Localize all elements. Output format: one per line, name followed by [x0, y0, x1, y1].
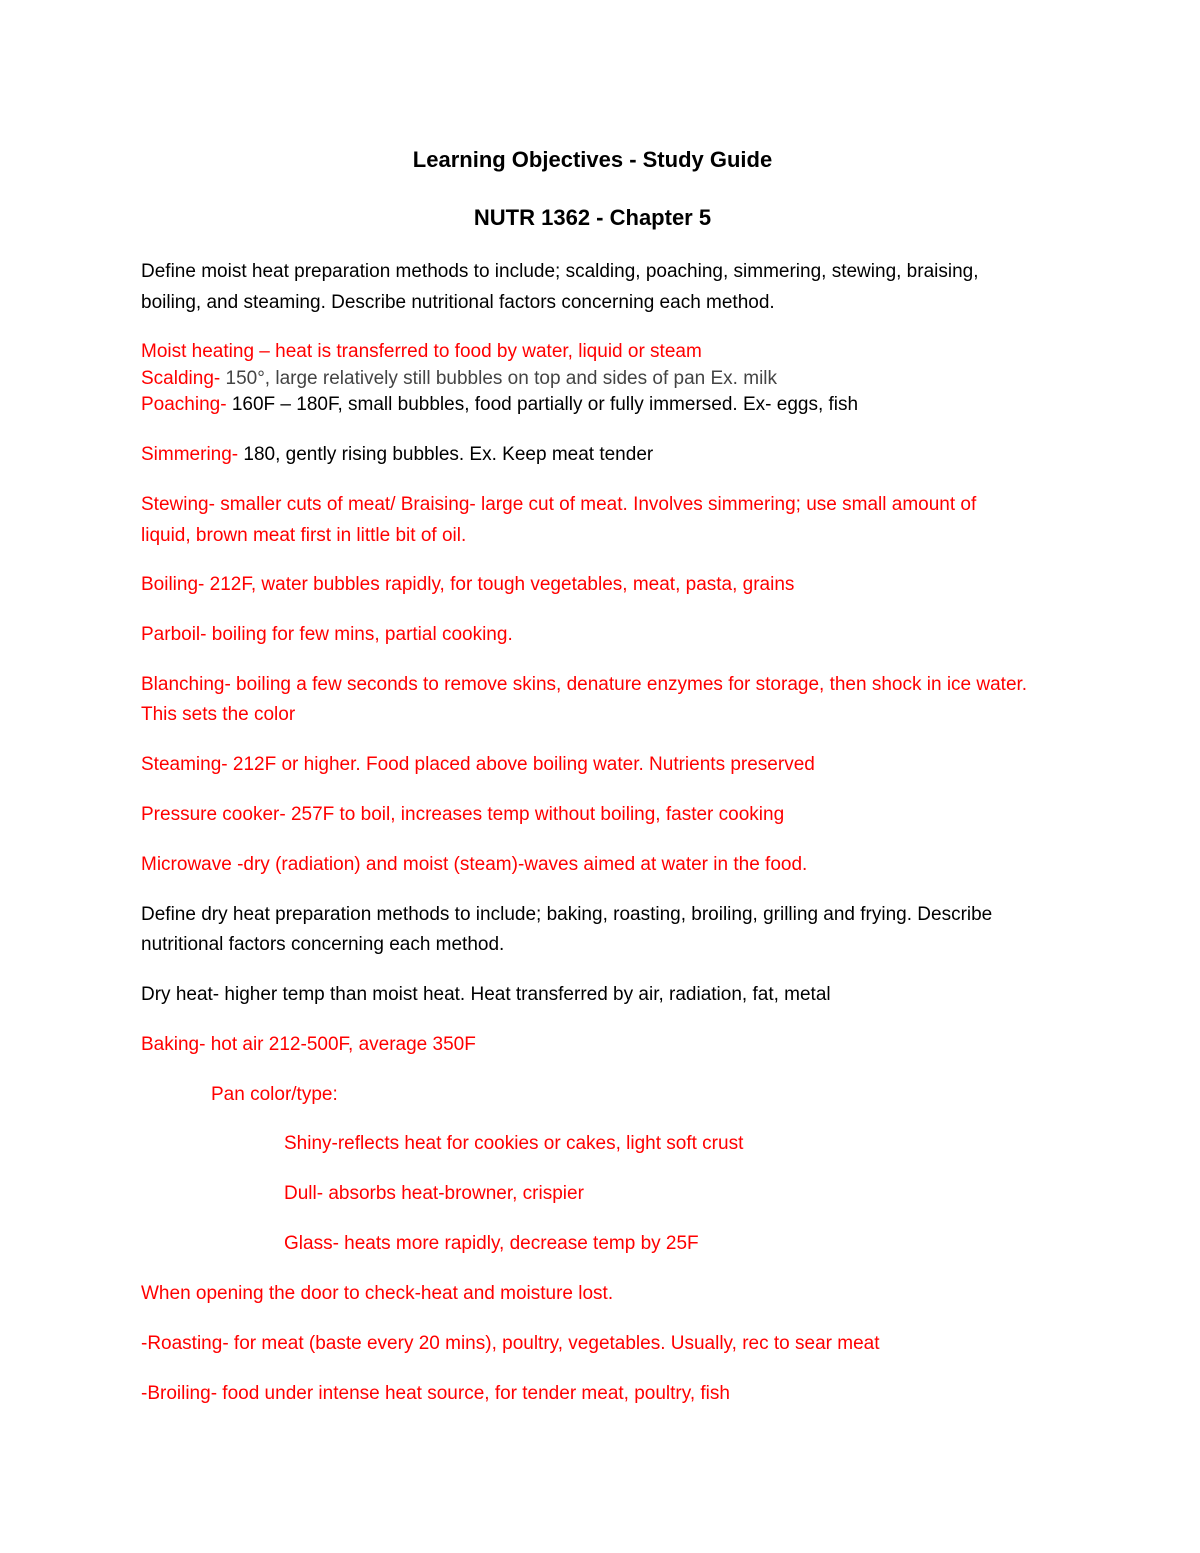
blanching-line-2: This sets the color	[141, 704, 296, 725]
scalding-text: 150°, large relatively still bubbles on top and sides of pan Ex. milk	[220, 368, 778, 389]
baking-line: Baking- hot air 212-500F, average 350F	[141, 1034, 476, 1055]
pan-color-label: Pan color/type:	[211, 1084, 338, 1105]
poaching-line	[141, 393, 858, 417]
scalding-label: Scalding-	[141, 368, 221, 389]
objective-2-line-2: nutritional factors concerning each method.	[141, 934, 505, 955]
roasting-line: -Roasting- for meat (baste every 20 mins), poultry, vegetables. Usually, rec to sear meat	[141, 1333, 880, 1354]
stewing-line-1: Stewing- smaller cuts of meat/ Braising- large cut of meat. Involves simmering; use small amount of	[141, 494, 977, 515]
poaching-label: Poaching-	[141, 394, 227, 415]
scalding-line	[141, 367, 777, 391]
poaching-text: 160F – 180F, small bubbles, food partially or fully immersed. Ex- eggs, fish	[226, 394, 859, 415]
pan-glass-line: Glass- heats more rapidly, decrease temp by 25F	[284, 1233, 699, 1254]
page-subtitle: NUTR 1362 - Chapter 5	[473, 205, 712, 230]
steaming-line: Steaming- 212F or higher. Food placed above boiling water. Nutrients preserved	[141, 754, 815, 775]
objective-1-line-2: boiling, and steaming. Describe nutritional factors concerning each method.	[141, 292, 775, 313]
simmering-text: 180, gently rising bubbles. Ex. Keep meat tender	[238, 444, 654, 465]
objective-2-line-1: Define dry heat preparation methods to include; baking, roasting, broiling, grilling and frying. Describe	[141, 904, 993, 925]
stewing-line-2: liquid, brown meat first in little bit of oil.	[141, 525, 467, 546]
page-title: Learning Objectives - Study Guide	[412, 147, 773, 172]
boiling-line: Boiling- 212F, water bubbles rapidly, for tough vegetables, meat, pasta, grains	[141, 574, 795, 595]
parboil-line: Parboil- boiling for few mins, partial cooking.	[141, 624, 513, 645]
oven-door-line: When opening the door to check-heat and moisture lost.	[141, 1283, 614, 1304]
objective-1-line-1: Define moist heat preparation methods to include; scalding, poaching, simmering, stewing, braising,	[141, 261, 979, 282]
blanching-line-1: Blanching- boiling a few seconds to remove skins, denature enzymes for storage, then shock in ice water.	[141, 674, 1028, 695]
simmering-line	[141, 443, 653, 467]
pressure-cooker-line: Pressure cooker- 257F to boil, increases temp without boiling, faster cooking	[141, 804, 785, 825]
broiling-line: -Broiling- food under intense heat source, for tender meat, poultry, fish	[141, 1383, 730, 1404]
moist-heating-heading: Moist heating – heat is transferred to food by water, liquid or steam	[141, 341, 702, 362]
microwave-line: Microwave -dry (radiation) and moist (steam)-waves aimed at water in the food.	[141, 854, 808, 875]
pan-shiny-line: Shiny-reflects heat for cookies or cakes, light soft crust	[284, 1133, 744, 1154]
dry-heat-heading: Dry heat- higher temp than moist heat. Heat transferred by air, radiation, fat, metal	[141, 984, 831, 1005]
pan-dull-line: Dull- absorbs heat-browner, crispier	[284, 1183, 584, 1204]
simmering-label: Simmering-	[141, 444, 239, 465]
